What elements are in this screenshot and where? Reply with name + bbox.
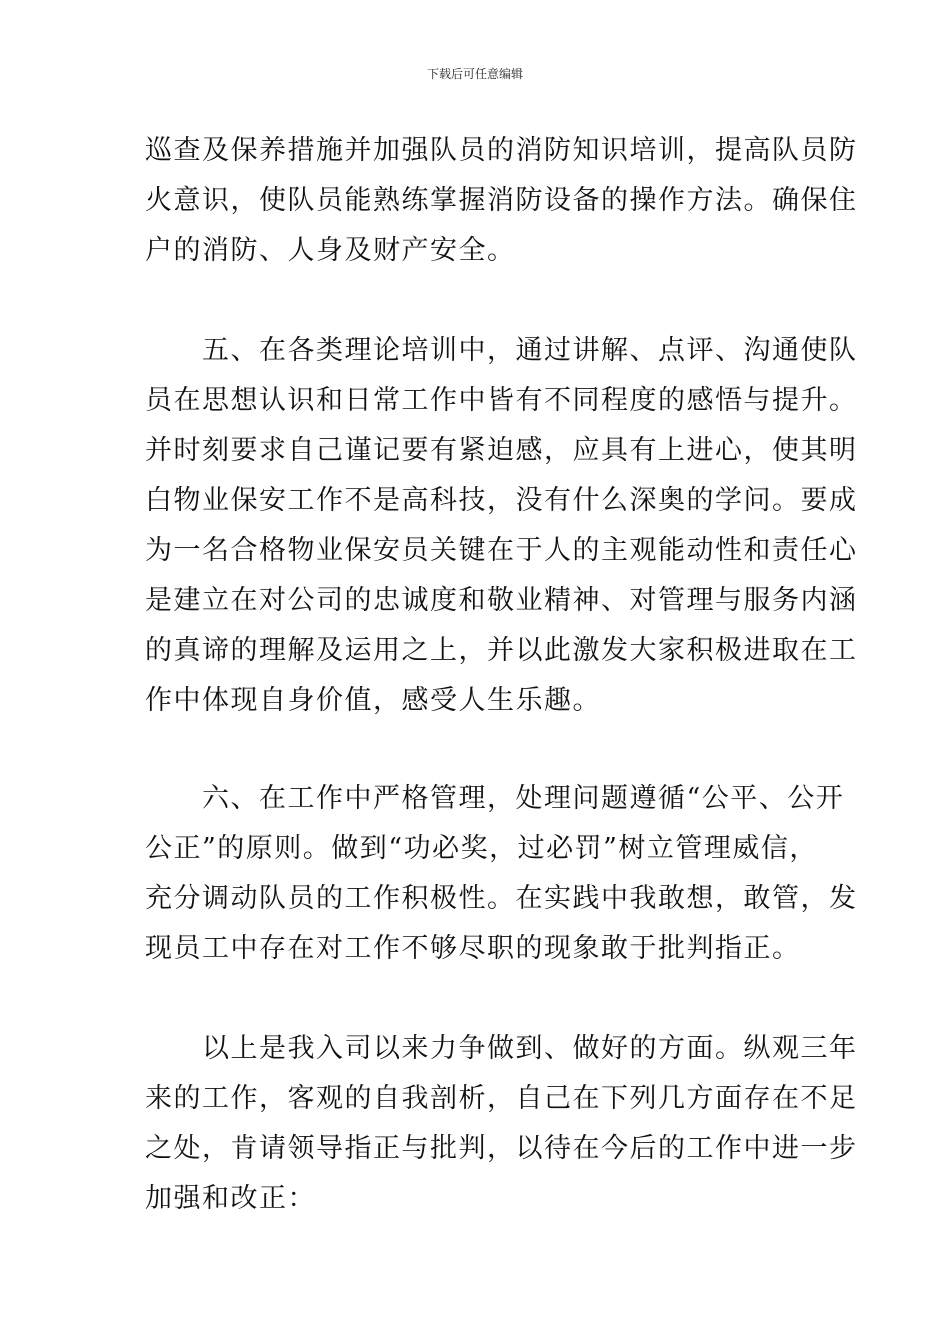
paragraph-line: 加强和改正：: [145, 1183, 316, 1214]
paragraph-line: 充分调动队员的工作积极性。在实践中我敢想，敢管，发: [145, 883, 858, 914]
page-header: 下载后可任意编辑: [426, 67, 523, 81]
paragraph-line: 户的消防、人身及财产安全。: [145, 235, 516, 266]
paragraph-line: 为一名合格物业保安员关键在于人的主观能动性和责任心: [145, 535, 858, 566]
paragraph-line: 作中体现自身价值，感受人生乐趣。: [145, 685, 601, 716]
paragraph-line: 白物业保安工作不是高科技，没有什么深奥的学问。要成: [145, 485, 858, 516]
paragraph-2: [145, 326, 858, 726]
paragraph-line: 五、在各类理论培训中，通过讲解、点评、沟通使队: [145, 335, 858, 366]
paragraph-line: 是建立在对公司的忠诚度和敬业精神、对管理与服务内涵: [145, 585, 858, 616]
paragraph-line: 来的工作，客观的自我剖析，自己在下列几方面存在不足: [145, 1083, 858, 1114]
paragraph-3: [145, 774, 858, 974]
paragraph-line: 的真谛的理解及运用之上，并以此激发大家积极进取在工: [145, 635, 858, 666]
paragraph-1: [145, 126, 858, 276]
paragraph-line: 火意识，使队员能熟练掌握消防设备的操作方法。确保住: [145, 185, 858, 216]
paragraph-line: 现员工中存在对工作不够尽职的现象敢于批判指正。: [145, 933, 801, 964]
paragraph-4: [145, 1024, 858, 1224]
paragraph-line: 以上是我入司以来力争做到、做好的方面。纵观三年: [145, 1033, 858, 1064]
paragraph-line: 员在思想认识和日常工作中皆有不同程度的感悟与提升。: [145, 385, 858, 416]
paragraph-line: 并时刻要求自己谨记要有紧迫感，应具有上进心，使其明: [145, 435, 858, 466]
paragraph-line: 之处，肯请领导指正与批判，以待在今后的工作中进一步: [145, 1133, 858, 1164]
paragraph-line: 六、在工作中严格管理，处理问题遵循“公平、公开: [145, 783, 845, 814]
paragraph-line: 公正”的原则。做到“功必奖，过必罚”树立管理威信，: [145, 833, 818, 864]
paragraph-line: 巡查及保养措施并加强队员的消防知识培训，提高队员防: [145, 135, 858, 166]
